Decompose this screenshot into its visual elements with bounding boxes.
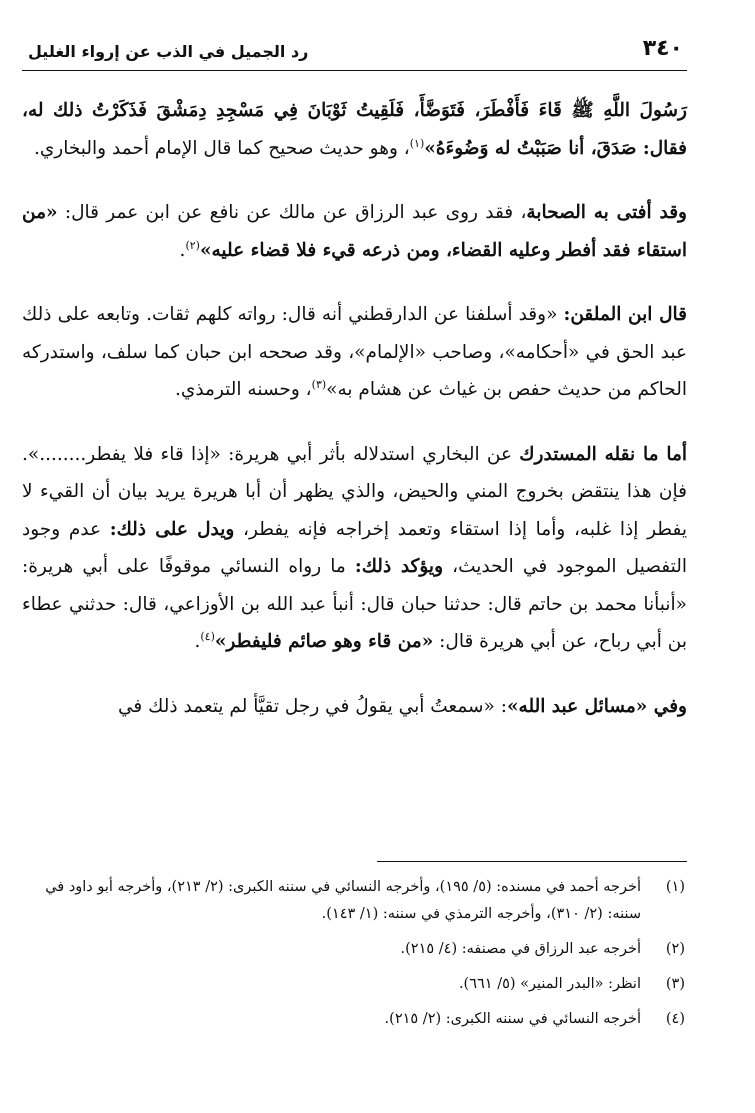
body-text: ، فقد روى عبد الرزاق عن مالك عن نافع عن ابن عمر قال: <box>57 202 527 223</box>
paragraph <box>22 688 687 726</box>
paragraph <box>22 296 687 409</box>
bold-phrase: ويدل على ذلك: <box>109 518 235 540</box>
footnote-text: أخرجه أحمد في مسنده: (٥/ ١٩٥)، وأخرجه النسائي في سننه الكبرى: (٢/ ٢١٣)، وأخرجه أبو داود في سننه: (٢/ ٣١٠)، وأخرجه الترمذي في سننه: (١/ ١٤٣). <box>45 879 641 922</box>
footnote <box>22 1006 687 1033</box>
footnote <box>22 971 687 998</box>
body-text: : «سمعتُ أبي يقولُ في رجل تقيَّأ لم يتعمد ذلك في <box>118 695 507 717</box>
footnote-ref: (٢) <box>185 238 200 252</box>
body-text: . <box>179 239 186 261</box>
footnote-ref: (٣) <box>311 377 327 391</box>
bold-phrase: ويؤكد ذلك: <box>354 556 444 577</box>
hadith-text: رَسُولَ اللَّهِ ﷺ قَاءَ فَأَفْطَرَ، فَتَوَضَّأَ، فَلَقِيتُ ثَوْبَانَ فِي مَسْجِدِ دِمَشْقَ فَذَكَرْتُ ذلك له، فقال: صَدَقَ، أنا صَبَبْتُ له وَضُوءَهُ» <box>22 100 687 159</box>
body-text: ، وحسنه الترمذي. <box>174 379 312 400</box>
footnote-number: (١) <box>665 879 685 895</box>
page-header <box>22 34 687 71</box>
footnote-text: أخرجه عبد الرزاق في مصنفه: (٤/ ٢١٥). <box>400 941 641 957</box>
footnote-number: (٣) <box>665 976 685 992</box>
paragraph <box>22 92 687 167</box>
bold-lead: قال ابن الملقن: <box>563 304 687 325</box>
body-text: . <box>194 631 201 652</box>
paragraph <box>22 194 687 269</box>
running-title: رد الجميل في الذب عن إرواء الغليل <box>28 42 309 61</box>
footnote <box>22 874 687 928</box>
bold-lead: أما ما نقله المستدرك <box>519 443 688 465</box>
footnote-ref: (٤) <box>200 629 215 643</box>
quote-bold: «من استقاء فقد أفطر وعليه القضاء، ومن ذرعه قيء فلا قضاء عليه» <box>22 202 687 261</box>
footnote-text: انظر: «البدر المنير» (٥/ ٦٦١). <box>458 976 641 992</box>
bold-lead: وفي «مسائل عبد الله» <box>506 695 687 717</box>
body-text: عدم وجود التفصيل الموجود في الحديث، <box>22 518 687 577</box>
quote-bold: «من قاء وهو صائم فليفطر» <box>214 631 434 652</box>
footnote-number: (٤) <box>665 1011 685 1027</box>
footnote-number: (٢) <box>665 941 685 957</box>
main-text <box>22 92 687 752</box>
body-text: «وقد أسلفنا عن الدارقطني أنه قال: رواته كلهم ثقات. وتابعه على ذلك عبد الحق في «أحكامه»، وصاحب «الإلمام»، وقد صححه ابن حبان كما سلف، واستدركه الحاكم من حديث حفص بن غياث عن هشام به» <box>22 304 687 400</box>
paragraph <box>22 436 687 661</box>
book-page <box>22 0 687 1113</box>
body-text: ما رواه النسائي موقوفًا على أبي هريرة: «أنبأنا محمد بن حاتم قال: حدثنا حبان قال: أنبأ عبد الله بن الأوزاعي، قال: حدثني عطاء بن أبي رباح، عن أبي هريرة قال: <box>22 556 687 652</box>
footnote-divider <box>377 861 687 862</box>
body-text: ، وهو حديث صحيح كما قال الإمام أحمد والبخاري. <box>33 137 410 159</box>
page-number: ٣٤٠ <box>642 36 683 61</box>
bold-lead: وقد أفتى به الصحابة <box>526 202 687 223</box>
body-text: عن البخاري استدلاله بأثر أبي هريرة: «إذا قاء فلا يفطر........». فإن هذا ينتقض بخروج المني والحيض، والذي يظهر أن أبا هريرة يريد بيان أن القيء لا يفطر إذا غلبه، وأما إذا استقاء وتعمد إخراجه فإنه يفطر، <box>22 443 687 540</box>
footnote-ref: (١) <box>409 136 425 150</box>
footnote-text: أخرجه النسائي في سننه الكبرى: (٢/ ٢١٥). <box>384 1011 641 1027</box>
footnote <box>22 936 687 963</box>
footnotes <box>22 874 687 1041</box>
